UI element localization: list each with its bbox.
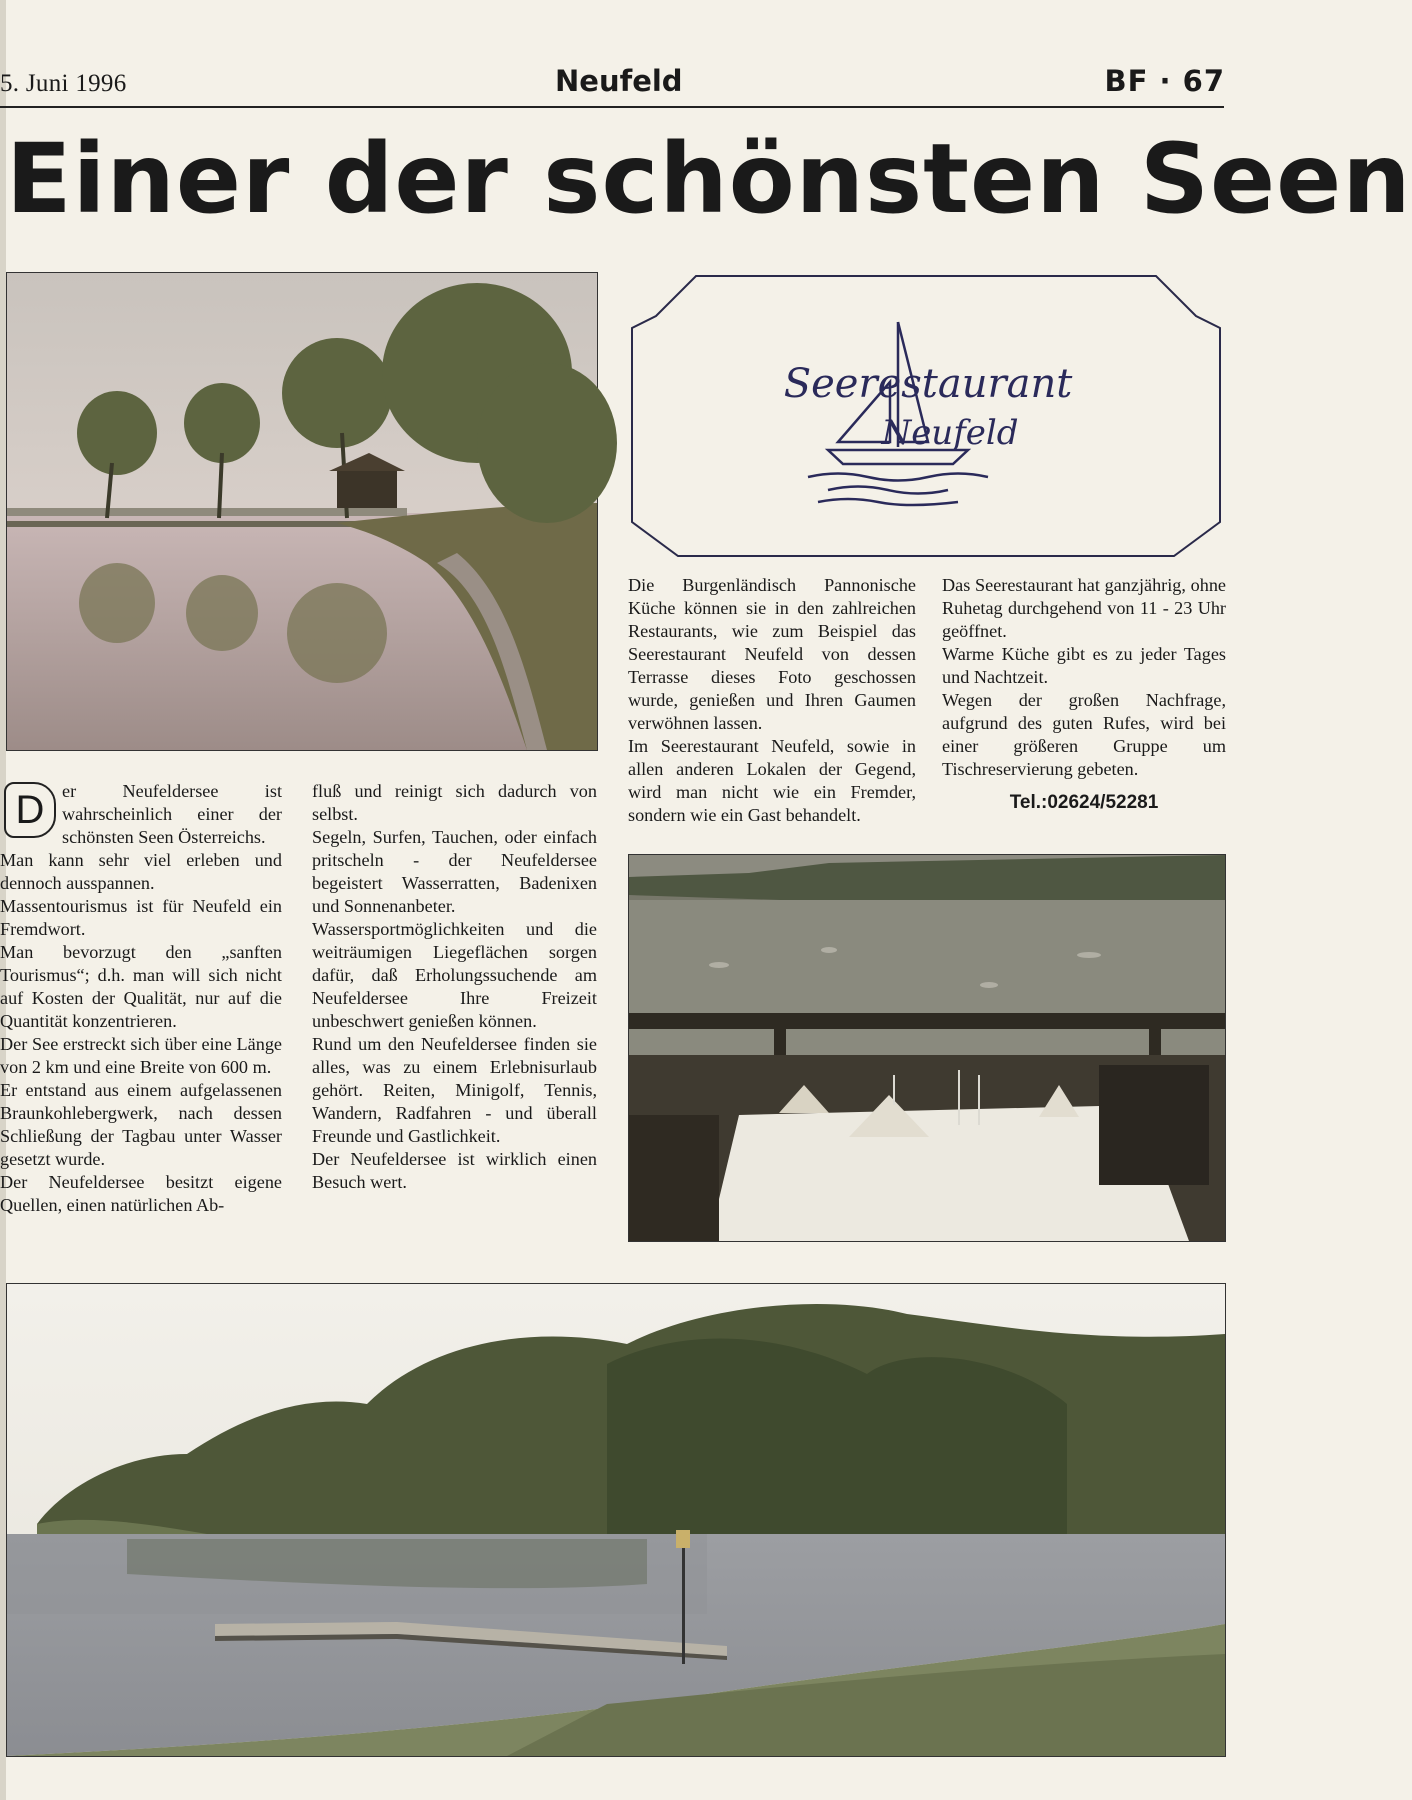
paragraph: Warme Küche gibt es zu jeder Tages und Nachtzeit.: [942, 644, 1226, 687]
logo-line2: Neufeld: [881, 413, 1019, 453]
article-column-1: [0, 780, 282, 1217]
lake-reflection-photo: [6, 272, 598, 751]
paragraph: Wegen der großen Nachfrage, aufgrund des guten Rufes, wird bei einer größeren Gruppe um Tischreservierung gebeten.: [942, 690, 1226, 779]
section-title: Neufeld: [555, 64, 683, 98]
headline: Einer der schönsten Seen: [6, 123, 1412, 235]
paragraph: Rund um den Neufeldersee finden sie alles, was zu einem Erlebnisurlaub gehört. Reiten, Minigolf, Tennis, Wandern, Radfahren - und überall Freunde und Gastlichkeit.: [312, 1034, 597, 1146]
restaurant-column-2: [942, 574, 1226, 814]
paragraph: Wassersportmöglichkeiten und die weiträumigen Liegeflächen sorgen dafür, daß Erholungssuchende am Neufeldersee Ihre Freizeit unbeschwert genießen können.: [312, 919, 597, 1031]
logo-line1: Seerestaurant: [783, 361, 1073, 407]
paragraph: Man bevorzugt den „sanften Tourismus“; d.h. man will sich nicht auf Kosten der Qualität, nur auf die Quantität konzentrieren.: [0, 942, 282, 1031]
article-intro: er Neufeldersee ist wahrscheinlich einer der schönsten Seen Österreichs.: [62, 781, 282, 847]
paragraph: Segeln, Surfen, Tauchen, oder einfach pritscheln - der Neufeldersee begeistert Wasserratten, Badenixen und Sonnenanbeter.: [312, 827, 597, 916]
lake-panorama-photo: [6, 1283, 1226, 1757]
paragraph: Die Burgenländisch Pannonische Küche können sie in den zahlreichen Restaurants, wie zum Beispiel das Seerestaurant Neufeld von dessen Terrasse dieses Foto geschossen wurde, genießen und Ihren Gaumen verwöhnen lassen.: [628, 575, 916, 733]
restaurant-column-1: [628, 574, 916, 827]
paragraph: fluß und reinigt sich dadurch von selbst.: [312, 781, 597, 824]
seerestaurant-logo: [628, 272, 1224, 560]
paragraph: Im Seerestaurant Neufeld, sowie in allen anderen Lokalen der Gegend, wird man nicht wie ein Fremder, sondern wie ein Gast behandelt.: [628, 736, 916, 825]
paragraph: Man kann sehr viel erleben und dennoch ausspannen.: [0, 850, 282, 893]
issue-date: 5. Juni 1996: [0, 70, 127, 97]
paragraph: Massentourismus ist für Neufeld ein Fremdwort.: [0, 896, 282, 939]
dropcap: D: [4, 782, 56, 838]
paragraph: Der Neufeldersee ist wirklich einen Besuch wert.: [312, 1149, 597, 1192]
paragraph: Der See erstreckt sich über eine Länge von 2 km und eine Breite von 600 m.: [0, 1034, 282, 1077]
page-number: BF · 67: [1104, 64, 1225, 98]
terrace-table-photo: [628, 854, 1226, 1242]
header-rule: [0, 106, 1224, 108]
paragraph: Der Neufeldersee besitzt eigene Quellen, einen natürlichen Ab-: [0, 1172, 282, 1215]
paragraph: Das Seerestaurant hat ganzjährig, ohne Ruhetag durchgehend von 11 - 23 Uhr geöffnet.: [942, 575, 1226, 641]
phone-number: Tel.:02624/52281: [1009, 792, 1159, 813]
paragraph: Er entstand aus einem aufgelassenen Braunkohlebergwerk, nach dessen Schließung der Tagbau unter Wasser gesetzt wurde.: [0, 1080, 282, 1169]
article-column-2: [312, 780, 597, 1194]
